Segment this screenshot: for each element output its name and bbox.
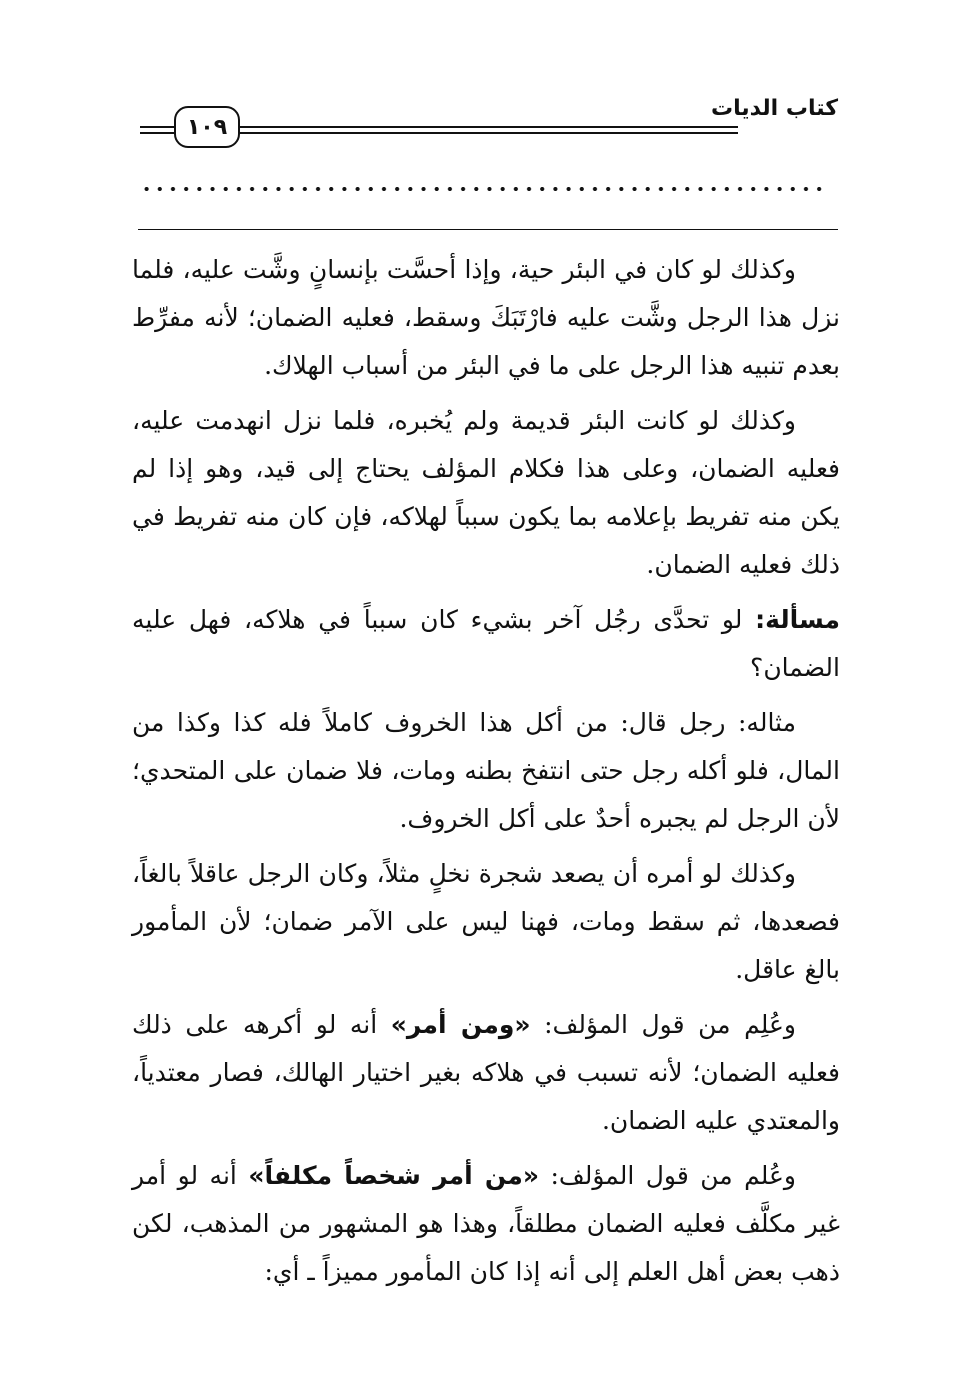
paragraph-text: وكذلك لو كان في البئر حية، وإذا أحسَّت بإنسانٍ وشَّت عليه، فلما نزل هذا الرجل وشَّت عليه فارْتَبَكَ وسقط، فعليه الضمان؛ لأنه مفرِّط بعدم تنبيه هذا الرجل على ما في البئر من أسباب الهلاك. — [132, 255, 840, 380]
paragraph-5 — [132, 850, 840, 994]
paragraph-text: وعُلِم من قول المؤلف: — [530, 1010, 796, 1039]
header-rule-left — [140, 126, 174, 134]
book-title: كتاب الديات — [711, 96, 838, 121]
page-header — [140, 92, 838, 152]
paragraph-2 — [132, 397, 840, 589]
page-number: ١٠٩ — [174, 106, 240, 148]
paragraph-text: لو تحدَّى رجُل آخر بشيء كان سبباً في هلاكه، فهل عليه الضمان؟ — [132, 605, 840, 682]
paragraph-1 — [132, 246, 840, 390]
paragraph-text: أنه لو أكرهه على ذلك فعليه الضمان؛ لأنه تسبب في هلاكه بغير اختيار الهالك، فصار معتدياً، والمعتدي عليه الضمان. — [132, 1010, 840, 1135]
author-quote: «من أمر شخصاً مكلفاً» — [248, 1161, 540, 1190]
author-quote: «ومن أمر» — [390, 1010, 531, 1039]
paragraph-text: مثاله: رجل قال: من أكل هذا الخروف كاملاً فله كذا وكذا من المال، فلو أكله رجل حتى انتفخ بطنه ومات، فلا ضمان على المتحدي؛ لأن الرجل لم يجبره أحدٌ على أكل الخروف. — [132, 708, 840, 833]
paragraph-text: وكذلك لو أمره أن يصعد شجرة نخلٍ مثلاً، وكان الرجل عاقلاً بالغاً، فصعدها، ثم سقط ومات، فهنا ليس على الآمر ضمان؛ لأن المأمور بالغ عاقل. — [132, 859, 840, 984]
issue-term: مسألة: — [755, 605, 840, 634]
paragraph-3-question — [132, 596, 840, 692]
body-text — [132, 246, 840, 1303]
paragraph-7 — [132, 1152, 840, 1296]
paragraph-text: أنه لو أمر غير مكلَّف فعليه الضمان مطلقاً، وهذا هو المشهور من المذهب، لكن ذهب بعض أهل العلم إلى أنه إذا كان المأمور مميزاً ـ أي: — [132, 1161, 840, 1286]
paragraph-text: وعُلم من قول المؤلف: — [539, 1161, 796, 1190]
dotted-continuation-line — [140, 178, 830, 200]
header-rule-right — [240, 126, 738, 134]
paragraph-text: وكذلك لو كانت البئر قديمة ولم يُخبره، فلما نزل انهدمت عليه، فعليه الضمان، وعلى هذا فكلام المؤلف يحتاج إلى قيد، وهو إذا لم يكن منه تفريط بإعلامه بما يكون سبباً لهلاكه، فإن كان منه تفريط في ذلك فعليه الضمان. — [132, 406, 840, 579]
paragraph-4 — [132, 699, 840, 843]
section-separator — [138, 229, 838, 230]
paragraph-6 — [132, 1001, 840, 1145]
